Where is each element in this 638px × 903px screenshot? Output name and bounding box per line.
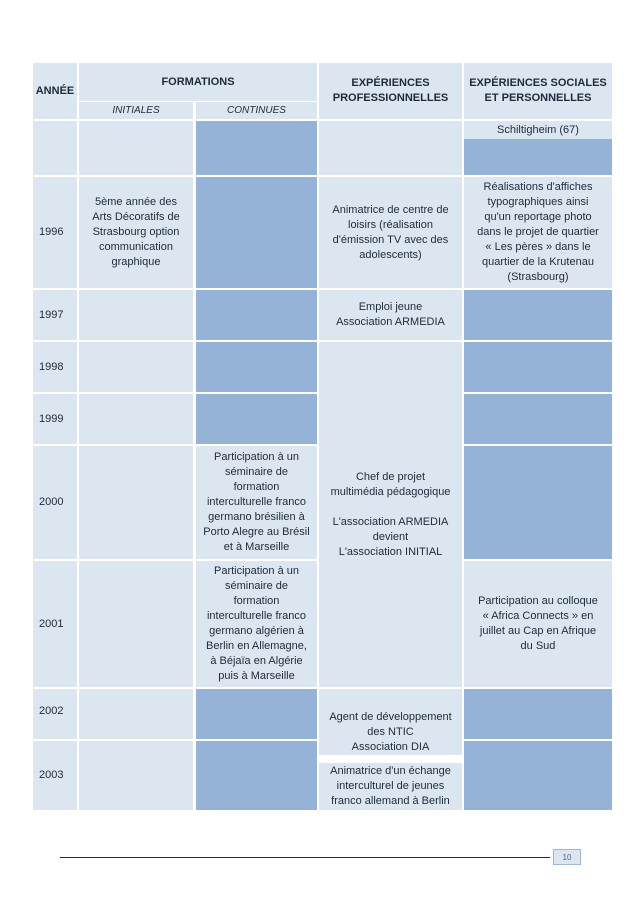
social-cell-2001: Participation au colloque « Africa Connects » en juillet au Cap en Afrique du Sud: [464, 561, 612, 687]
pro-cell: [319, 121, 462, 175]
footer-divider: [60, 857, 550, 858]
pro-cell-1996: Animatrice de centre de loisirs (réalisation d'émission TV avec des adolescents): [319, 177, 462, 288]
continues-cell-1998: [196, 342, 317, 392]
initiales-cell-1996: 5ème année des Arts Décoratifs de Strasbourg option communication graphique: [79, 177, 193, 288]
header-experiences-professionnelles: EXPÉRIENCES PROFESSIONNELLES: [319, 63, 462, 119]
continues-cell: [196, 121, 317, 175]
year-cell-2002: 2002: [33, 689, 77, 739]
social-cell-1999: [464, 394, 612, 444]
year-cell: [33, 121, 77, 175]
social-text: Schiltigheim (67): [464, 121, 612, 139]
initiales-cell-2003: [79, 741, 193, 810]
continues-cell-2003: [196, 741, 317, 810]
initiales-cell-1997: [79, 290, 193, 340]
pro-cell-1997: Emploi jeune Association ARMEDIA: [319, 290, 462, 340]
continues-cell-1997: [196, 290, 317, 340]
page-number: 10: [553, 849, 581, 865]
continues-cell-2002: [196, 689, 317, 739]
header-formations: FORMATIONS: [79, 63, 317, 101]
social-cell-1996: Réalisations d'affiches typographiques ainsi qu'un reportage photo dans le projet de quartier « Les pères » dans le quartier de la Krutenau (Strasbourg): [464, 177, 612, 288]
social-cell-2000: [464, 446, 612, 559]
year-cell-1996: 1996: [33, 177, 77, 288]
year-cell-1998: 1998: [33, 342, 77, 392]
header-continues: CONTINUES: [196, 102, 317, 119]
year-cell-1999: 1999: [33, 394, 77, 444]
initiales-cell-1999: [79, 394, 193, 444]
year-cell-2001: 2001: [33, 561, 77, 687]
initiales-cell-1998: [79, 342, 193, 392]
pro-cell-2003: Animatrice d'un échange interculturel de jeunes franco allemand à Berlin: [319, 763, 462, 810]
pro-cell-2002: [319, 689, 462, 753]
year-cell-1997: 1997: [33, 290, 77, 340]
pro-cell-1998-2001: Chef de projet multimédia pédagogique L'association ARMEDIA devient L'association INITIAL: [319, 342, 462, 687]
initiales-cell-2001: [79, 561, 193, 687]
continues-cell-1996: [196, 177, 317, 288]
initiales-cell: [79, 121, 193, 175]
year-cell-2003: 2003: [33, 741, 77, 810]
continues-cell-1999: [196, 394, 317, 444]
social-cell-2002: [464, 689, 612, 739]
social-cell-1997: [464, 290, 612, 340]
header-experiences-sociales: EXPÉRIENCES SOCIALES ET PERSONNELLES: [464, 63, 612, 119]
initiales-cell-2000: [79, 446, 193, 559]
initiales-cell-2002: [79, 689, 193, 739]
continues-cell-2000: Participation à un séminaire de formation interculturelle franco germano brésilien à Porto Alegre au Brésil et à Marseille: [196, 446, 317, 559]
social-cell-1998: [464, 342, 612, 392]
pro-text-2002: Agent de développement des NTIC Association DIA: [319, 709, 462, 755]
social-cell: [464, 121, 612, 175]
header-annee: ANNÉE: [33, 63, 77, 119]
header-initiales: INITIALES: [79, 102, 193, 119]
year-cell-2000: 2000: [33, 446, 77, 559]
continues-cell-2001: Participation à un séminaire de formation interculturelle franco germano algérien à Berlin en Allemagne, à Béjaïa en Algérie puis à Marseille: [196, 561, 317, 687]
social-cell-2003: [464, 741, 612, 810]
